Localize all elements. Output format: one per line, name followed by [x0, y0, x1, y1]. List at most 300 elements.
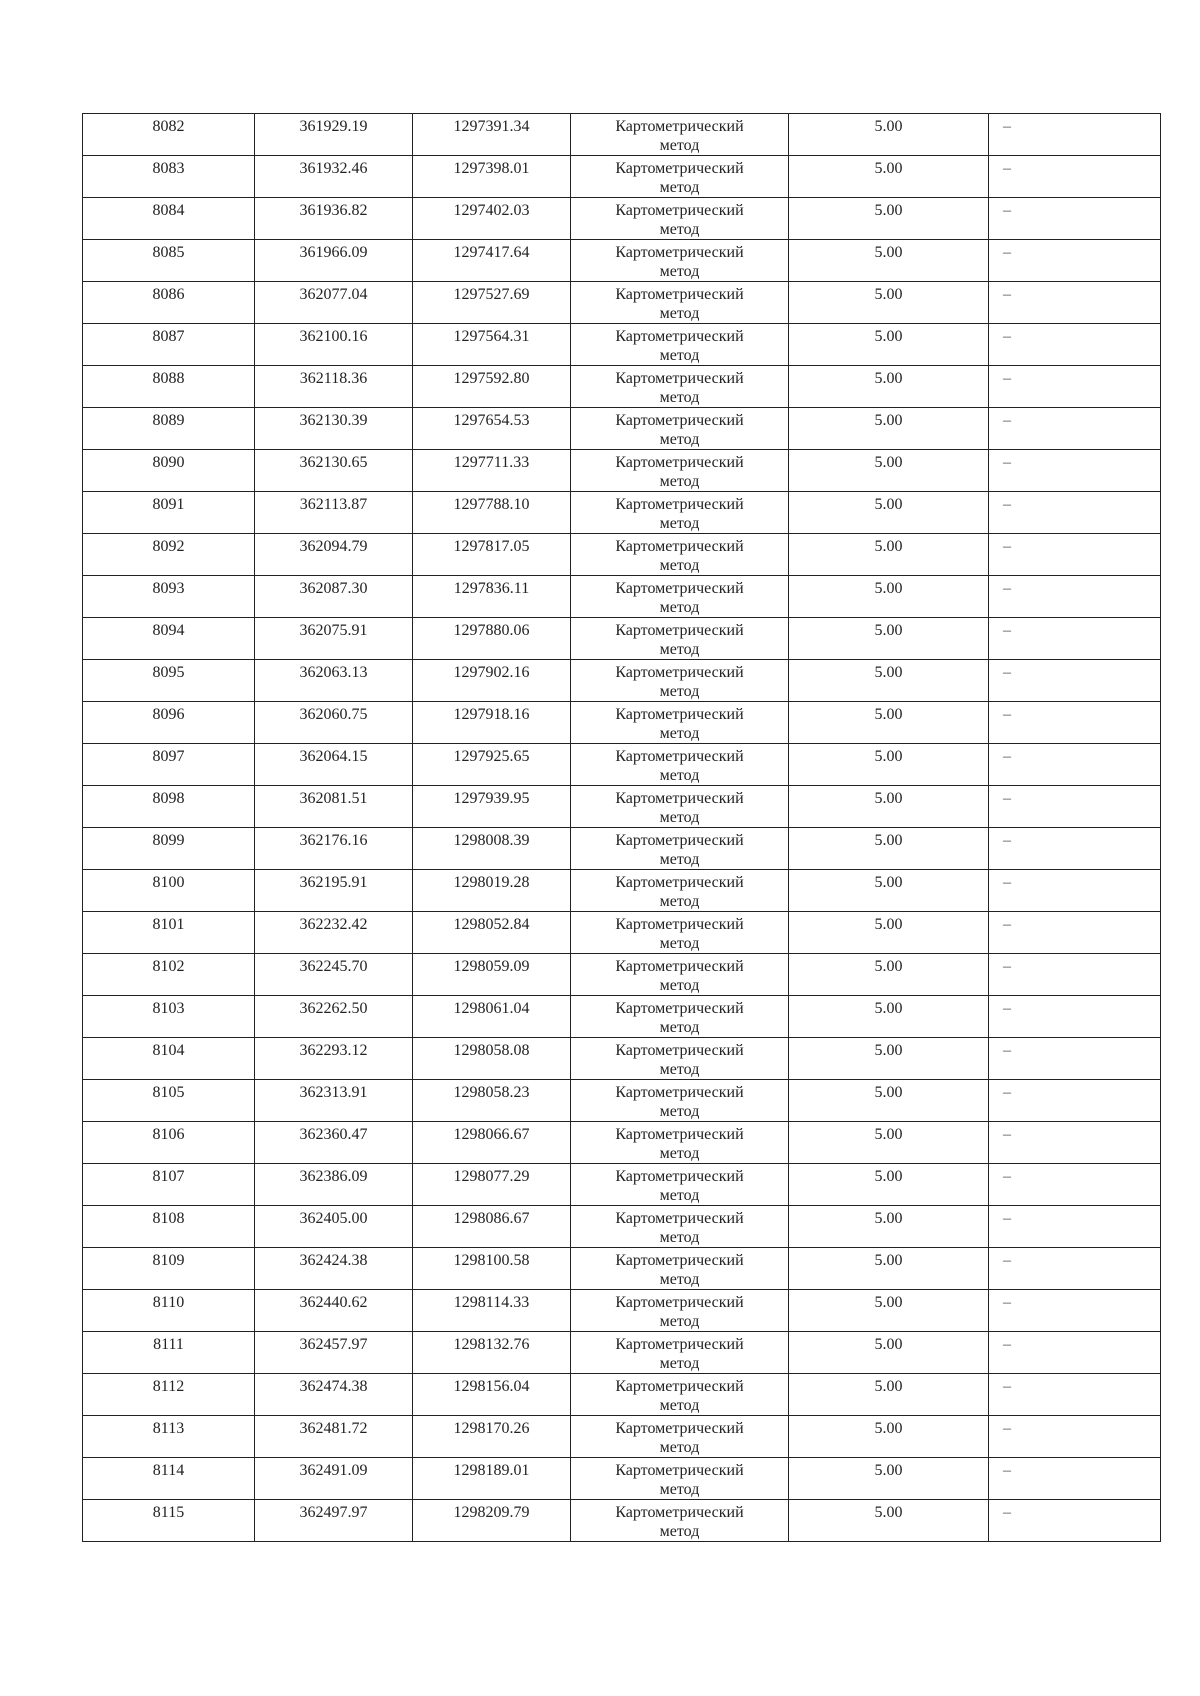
y-coordinate-cell: 1297902.16 — [413, 660, 571, 702]
method-cell — [571, 954, 789, 996]
method-label-line2: метод — [659, 851, 700, 868]
method-cell — [571, 450, 789, 492]
method-label-line2: метод — [659, 1103, 700, 1120]
accuracy-cell: 5.00 — [789, 1290, 989, 1332]
point-number-cell: 8086 — [83, 282, 255, 324]
y-coordinate-cell: 1297654.53 — [413, 408, 571, 450]
y-coordinate-cell: 1297939.95 — [413, 786, 571, 828]
method-label-line2: метод — [659, 1145, 700, 1162]
y-coordinate-cell: 1298058.23 — [413, 1080, 571, 1122]
note-cell: – — [989, 240, 1161, 282]
method-cell — [571, 1332, 789, 1374]
method-label-line1: Картометрический — [615, 1000, 744, 1017]
table-row — [83, 450, 1161, 492]
note-cell: – — [989, 828, 1161, 870]
method-cell — [571, 618, 789, 660]
point-number-cell: 8105 — [83, 1080, 255, 1122]
y-coordinate-cell: 1298059.09 — [413, 954, 571, 996]
method-label-line1: Картометрический — [615, 1210, 744, 1227]
accuracy-cell: 5.00 — [789, 786, 989, 828]
method-label-line1: Картометрический — [615, 118, 744, 135]
x-coordinate-cell: 362313.91 — [255, 1080, 413, 1122]
method-label-line2: метод — [659, 1439, 700, 1456]
method-label-line2: метод — [659, 1271, 700, 1288]
x-coordinate-cell: 361932.46 — [255, 156, 413, 198]
note-cell: – — [989, 282, 1161, 324]
method-label-line1: Картометрический — [615, 1252, 744, 1269]
note-cell: – — [989, 1164, 1161, 1206]
point-number-cell: 8082 — [83, 114, 255, 156]
table-row — [83, 1290, 1161, 1332]
table-row — [83, 156, 1161, 198]
method-label-line2: метод — [659, 683, 700, 700]
point-number-cell: 8109 — [83, 1248, 255, 1290]
point-number-cell: 8106 — [83, 1122, 255, 1164]
method-cell — [571, 1374, 789, 1416]
accuracy-cell: 5.00 — [789, 912, 989, 954]
x-coordinate-cell: 362118.36 — [255, 366, 413, 408]
y-coordinate-cell: 1297527.69 — [413, 282, 571, 324]
method-cell — [571, 1122, 789, 1164]
note-cell: – — [989, 912, 1161, 954]
method-cell — [571, 1080, 789, 1122]
method-label-line2: метод — [659, 305, 700, 322]
note-cell: – — [989, 660, 1161, 702]
method-label-line2: метод — [659, 809, 700, 826]
x-coordinate-cell: 361936.82 — [255, 198, 413, 240]
point-number-cell: 8092 — [83, 534, 255, 576]
note-cell: – — [989, 870, 1161, 912]
y-coordinate-cell: 1297592.80 — [413, 366, 571, 408]
point-number-cell: 8100 — [83, 870, 255, 912]
table-row — [83, 534, 1161, 576]
method-cell — [571, 576, 789, 618]
method-label-line1: Картометрический — [615, 748, 744, 765]
method-cell — [571, 534, 789, 576]
method-label-line1: Картометрический — [615, 580, 744, 597]
note-cell: – — [989, 744, 1161, 786]
method-cell — [571, 366, 789, 408]
method-label-line1: Картометрический — [615, 412, 744, 429]
method-label-line2: метод — [659, 1229, 700, 1246]
method-label-line1: Картометрический — [615, 1420, 744, 1437]
accuracy-cell: 5.00 — [789, 156, 989, 198]
y-coordinate-cell: 1297402.03 — [413, 198, 571, 240]
method-label-line1: Картометрический — [615, 958, 744, 975]
table-row — [83, 576, 1161, 618]
note-cell: – — [989, 1500, 1161, 1542]
method-label-line1: Картометрический — [615, 538, 744, 555]
method-label-line1: Картометрический — [615, 454, 744, 471]
point-number-cell: 8115 — [83, 1500, 255, 1542]
method-cell — [571, 240, 789, 282]
method-label-line2: метод — [659, 1523, 700, 1540]
point-number-cell: 8096 — [83, 702, 255, 744]
accuracy-cell: 5.00 — [789, 1500, 989, 1542]
method-label-line2: метод — [659, 431, 700, 448]
method-label-line2: метод — [659, 977, 700, 994]
accuracy-cell: 5.00 — [789, 240, 989, 282]
point-number-cell: 8095 — [83, 660, 255, 702]
method-label-line2: метод — [659, 641, 700, 658]
accuracy-cell: 5.00 — [789, 954, 989, 996]
method-label-line2: метод — [659, 767, 700, 784]
x-coordinate-cell: 362130.39 — [255, 408, 413, 450]
method-cell — [571, 1206, 789, 1248]
x-coordinate-cell: 362081.51 — [255, 786, 413, 828]
method-label-line1: Картометрический — [615, 328, 744, 345]
method-cell — [571, 828, 789, 870]
accuracy-cell: 5.00 — [789, 492, 989, 534]
x-coordinate-cell: 362094.79 — [255, 534, 413, 576]
method-cell — [571, 912, 789, 954]
accuracy-cell: 5.00 — [789, 324, 989, 366]
method-label-line1: Картометрический — [615, 160, 744, 177]
y-coordinate-cell: 1298066.67 — [413, 1122, 571, 1164]
y-coordinate-cell: 1298189.01 — [413, 1458, 571, 1500]
accuracy-cell: 5.00 — [789, 1416, 989, 1458]
accuracy-cell: 5.00 — [789, 660, 989, 702]
point-number-cell: 8090 — [83, 450, 255, 492]
table-row — [83, 1206, 1161, 1248]
x-coordinate-cell: 362176.16 — [255, 828, 413, 870]
method-label-line2: метод — [659, 515, 700, 532]
method-label-line1: Картометрический — [615, 790, 744, 807]
note-cell: – — [989, 786, 1161, 828]
point-number-cell: 8089 — [83, 408, 255, 450]
method-label-line2: метод — [659, 1061, 700, 1078]
point-number-cell: 8094 — [83, 618, 255, 660]
method-cell — [571, 114, 789, 156]
method-label-line2: метод — [659, 1019, 700, 1036]
accuracy-cell: 5.00 — [789, 366, 989, 408]
point-number-cell: 8099 — [83, 828, 255, 870]
table-row — [83, 1416, 1161, 1458]
accuracy-cell: 5.00 — [789, 1164, 989, 1206]
x-coordinate-cell: 362491.09 — [255, 1458, 413, 1500]
method-label-line2: метод — [659, 389, 700, 406]
method-cell — [571, 1290, 789, 1332]
x-coordinate-cell: 362130.65 — [255, 450, 413, 492]
method-label-line2: метод — [659, 347, 700, 364]
method-label-line2: метод — [659, 599, 700, 616]
table-row — [83, 1458, 1161, 1500]
coordinates-table-body — [83, 114, 1161, 1542]
point-number-cell: 8088 — [83, 366, 255, 408]
table-row — [83, 1332, 1161, 1374]
method-label-line2: метод — [659, 473, 700, 490]
accuracy-cell: 5.00 — [789, 996, 989, 1038]
method-label-line1: Картометрический — [615, 370, 744, 387]
method-label-line1: Картометрический — [615, 286, 744, 303]
table-row — [83, 324, 1161, 366]
method-cell — [571, 1164, 789, 1206]
table-row — [83, 1080, 1161, 1122]
accuracy-cell: 5.00 — [789, 408, 989, 450]
method-cell — [571, 1416, 789, 1458]
y-coordinate-cell: 1297391.34 — [413, 114, 571, 156]
x-coordinate-cell: 362405.00 — [255, 1206, 413, 1248]
table-row — [83, 786, 1161, 828]
table-row — [83, 702, 1161, 744]
method-cell — [571, 870, 789, 912]
point-number-cell: 8091 — [83, 492, 255, 534]
note-cell: – — [989, 492, 1161, 534]
y-coordinate-cell: 1298019.28 — [413, 870, 571, 912]
y-coordinate-cell: 1298170.26 — [413, 1416, 571, 1458]
method-cell — [571, 702, 789, 744]
y-coordinate-cell: 1298052.84 — [413, 912, 571, 954]
y-coordinate-cell: 1297711.33 — [413, 450, 571, 492]
note-cell: – — [989, 156, 1161, 198]
accuracy-cell: 5.00 — [789, 1332, 989, 1374]
note-cell: – — [989, 576, 1161, 618]
table-row — [83, 618, 1161, 660]
method-label-line1: Картометрический — [615, 1378, 744, 1395]
y-coordinate-cell: 1298132.76 — [413, 1332, 571, 1374]
point-number-cell: 8110 — [83, 1290, 255, 1332]
method-label-line1: Картометрический — [615, 1336, 744, 1353]
method-label-line2: метод — [659, 137, 700, 154]
method-label-line1: Картометрический — [615, 1462, 744, 1479]
method-cell — [571, 1038, 789, 1080]
method-cell — [571, 198, 789, 240]
method-label-line2: метод — [659, 179, 700, 196]
method-label-line2: метод — [659, 1481, 700, 1498]
table-row — [83, 408, 1161, 450]
x-coordinate-cell: 362424.38 — [255, 1248, 413, 1290]
coordinates-table — [82, 113, 1161, 1542]
method-cell — [571, 996, 789, 1038]
table-row — [83, 240, 1161, 282]
x-coordinate-cell: 362064.15 — [255, 744, 413, 786]
note-cell: – — [989, 996, 1161, 1038]
y-coordinate-cell: 1298209.79 — [413, 1500, 571, 1542]
note-cell: – — [989, 1416, 1161, 1458]
table-row — [83, 912, 1161, 954]
table-row — [83, 870, 1161, 912]
table-row — [83, 954, 1161, 996]
method-label-line2: метод — [659, 1355, 700, 1372]
method-label-line1: Картометрический — [615, 1504, 744, 1521]
accuracy-cell: 5.00 — [789, 1080, 989, 1122]
method-cell — [571, 408, 789, 450]
method-label-line2: метод — [659, 1397, 700, 1414]
method-label-line2: метод — [659, 935, 700, 952]
x-coordinate-cell: 362245.70 — [255, 954, 413, 996]
y-coordinate-cell: 1298114.33 — [413, 1290, 571, 1332]
table-row — [83, 1164, 1161, 1206]
note-cell: – — [989, 1248, 1161, 1290]
accuracy-cell: 5.00 — [789, 702, 989, 744]
x-coordinate-cell: 362262.50 — [255, 996, 413, 1038]
note-cell: – — [989, 1080, 1161, 1122]
method-label-line1: Картометрический — [615, 832, 744, 849]
method-cell — [571, 156, 789, 198]
y-coordinate-cell: 1298061.04 — [413, 996, 571, 1038]
accuracy-cell: 5.00 — [789, 114, 989, 156]
y-coordinate-cell: 1298008.39 — [413, 828, 571, 870]
method-label-line1: Картометрический — [615, 202, 744, 219]
method-label-line2: метод — [659, 263, 700, 280]
method-cell — [571, 744, 789, 786]
point-number-cell: 8111 — [83, 1332, 255, 1374]
method-cell — [571, 1248, 789, 1290]
accuracy-cell: 5.00 — [789, 282, 989, 324]
method-label-line1: Картометрический — [615, 244, 744, 261]
accuracy-cell: 5.00 — [789, 744, 989, 786]
x-coordinate-cell: 362293.12 — [255, 1038, 413, 1080]
y-coordinate-cell: 1298156.04 — [413, 1374, 571, 1416]
method-label-line1: Картометрический — [615, 496, 744, 513]
y-coordinate-cell: 1297925.65 — [413, 744, 571, 786]
note-cell: – — [989, 1332, 1161, 1374]
table-row — [83, 198, 1161, 240]
note-cell: – — [989, 1458, 1161, 1500]
x-coordinate-cell: 362232.42 — [255, 912, 413, 954]
table-row — [83, 1122, 1161, 1164]
note-cell: – — [989, 702, 1161, 744]
method-label-line1: Картометрический — [615, 1294, 744, 1311]
method-cell — [571, 786, 789, 828]
note-cell: – — [989, 114, 1161, 156]
note-cell: – — [989, 408, 1161, 450]
method-label-line2: метод — [659, 725, 700, 742]
method-label-line2: метод — [659, 221, 700, 238]
table-row — [83, 1500, 1161, 1542]
table-row — [83, 366, 1161, 408]
point-number-cell: 8085 — [83, 240, 255, 282]
method-label-line2: метод — [659, 557, 700, 574]
x-coordinate-cell: 362077.04 — [255, 282, 413, 324]
point-number-cell: 8084 — [83, 198, 255, 240]
method-label-line2: метод — [659, 1313, 700, 1330]
table-row — [83, 1248, 1161, 1290]
x-coordinate-cell: 362386.09 — [255, 1164, 413, 1206]
point-number-cell: 8101 — [83, 912, 255, 954]
method-label-line1: Картометрический — [615, 664, 744, 681]
y-coordinate-cell: 1297564.31 — [413, 324, 571, 366]
accuracy-cell: 5.00 — [789, 1374, 989, 1416]
method-cell — [571, 282, 789, 324]
point-number-cell: 8113 — [83, 1416, 255, 1458]
note-cell: – — [989, 1038, 1161, 1080]
x-coordinate-cell: 362195.91 — [255, 870, 413, 912]
x-coordinate-cell: 361929.19 — [255, 114, 413, 156]
table-row — [83, 996, 1161, 1038]
accuracy-cell: 5.00 — [789, 576, 989, 618]
point-number-cell: 8104 — [83, 1038, 255, 1080]
note-cell: – — [989, 1122, 1161, 1164]
y-coordinate-cell: 1297817.05 — [413, 534, 571, 576]
accuracy-cell: 5.00 — [789, 1248, 989, 1290]
method-cell — [571, 324, 789, 366]
accuracy-cell: 5.00 — [789, 870, 989, 912]
method-cell — [571, 660, 789, 702]
table-row — [83, 282, 1161, 324]
method-cell — [571, 1500, 789, 1542]
note-cell: – — [989, 450, 1161, 492]
table-row — [83, 660, 1161, 702]
accuracy-cell: 5.00 — [789, 1122, 989, 1164]
accuracy-cell: 5.00 — [789, 1038, 989, 1080]
method-label-line1: Картометрический — [615, 916, 744, 933]
point-number-cell: 8103 — [83, 996, 255, 1038]
table-row — [83, 114, 1161, 156]
point-number-cell: 8112 — [83, 1374, 255, 1416]
accuracy-cell: 5.00 — [789, 1458, 989, 1500]
note-cell: – — [989, 324, 1161, 366]
x-coordinate-cell: 362474.38 — [255, 1374, 413, 1416]
method-label-line1: Картометрический — [615, 1042, 744, 1059]
y-coordinate-cell: 1298086.67 — [413, 1206, 571, 1248]
y-coordinate-cell: 1297417.64 — [413, 240, 571, 282]
y-coordinate-cell: 1298100.58 — [413, 1248, 571, 1290]
point-number-cell: 8097 — [83, 744, 255, 786]
accuracy-cell: 5.00 — [789, 450, 989, 492]
table-row — [83, 492, 1161, 534]
table-row — [83, 1374, 1161, 1416]
point-number-cell: 8108 — [83, 1206, 255, 1248]
method-label-line1: Картометрический — [615, 706, 744, 723]
y-coordinate-cell: 1297880.06 — [413, 618, 571, 660]
method-label-line1: Картометрический — [615, 1168, 744, 1185]
note-cell: – — [989, 1374, 1161, 1416]
note-cell: – — [989, 366, 1161, 408]
method-label-line1: Картометрический — [615, 874, 744, 891]
method-label-line1: Картометрический — [615, 1126, 744, 1143]
table-row — [83, 828, 1161, 870]
note-cell: – — [989, 954, 1161, 996]
x-coordinate-cell: 362087.30 — [255, 576, 413, 618]
accuracy-cell: 5.00 — [789, 618, 989, 660]
accuracy-cell: 5.00 — [789, 828, 989, 870]
x-coordinate-cell: 362063.13 — [255, 660, 413, 702]
method-cell — [571, 492, 789, 534]
x-coordinate-cell: 362481.72 — [255, 1416, 413, 1458]
method-label-line1: Картометрический — [615, 1084, 744, 1101]
method-label-line2: метод — [659, 1187, 700, 1204]
point-number-cell: 8114 — [83, 1458, 255, 1500]
x-coordinate-cell: 362360.47 — [255, 1122, 413, 1164]
note-cell: – — [989, 1206, 1161, 1248]
y-coordinate-cell: 1297836.11 — [413, 576, 571, 618]
note-cell: – — [989, 1290, 1161, 1332]
point-number-cell: 8083 — [83, 156, 255, 198]
method-cell — [571, 1458, 789, 1500]
x-coordinate-cell: 362060.75 — [255, 702, 413, 744]
x-coordinate-cell: 361966.09 — [255, 240, 413, 282]
x-coordinate-cell: 362457.97 — [255, 1332, 413, 1374]
x-coordinate-cell: 362075.91 — [255, 618, 413, 660]
y-coordinate-cell: 1297788.10 — [413, 492, 571, 534]
accuracy-cell: 5.00 — [789, 198, 989, 240]
point-number-cell: 8107 — [83, 1164, 255, 1206]
x-coordinate-cell: 362113.87 — [255, 492, 413, 534]
y-coordinate-cell: 1298077.29 — [413, 1164, 571, 1206]
y-coordinate-cell: 1297918.16 — [413, 702, 571, 744]
point-number-cell: 8098 — [83, 786, 255, 828]
x-coordinate-cell: 362440.62 — [255, 1290, 413, 1332]
point-number-cell: 8087 — [83, 324, 255, 366]
accuracy-cell: 5.00 — [789, 1206, 989, 1248]
y-coordinate-cell: 1297398.01 — [413, 156, 571, 198]
point-number-cell: 8093 — [83, 576, 255, 618]
point-number-cell: 8102 — [83, 954, 255, 996]
x-coordinate-cell: 362100.16 — [255, 324, 413, 366]
note-cell: – — [989, 534, 1161, 576]
table-row — [83, 744, 1161, 786]
